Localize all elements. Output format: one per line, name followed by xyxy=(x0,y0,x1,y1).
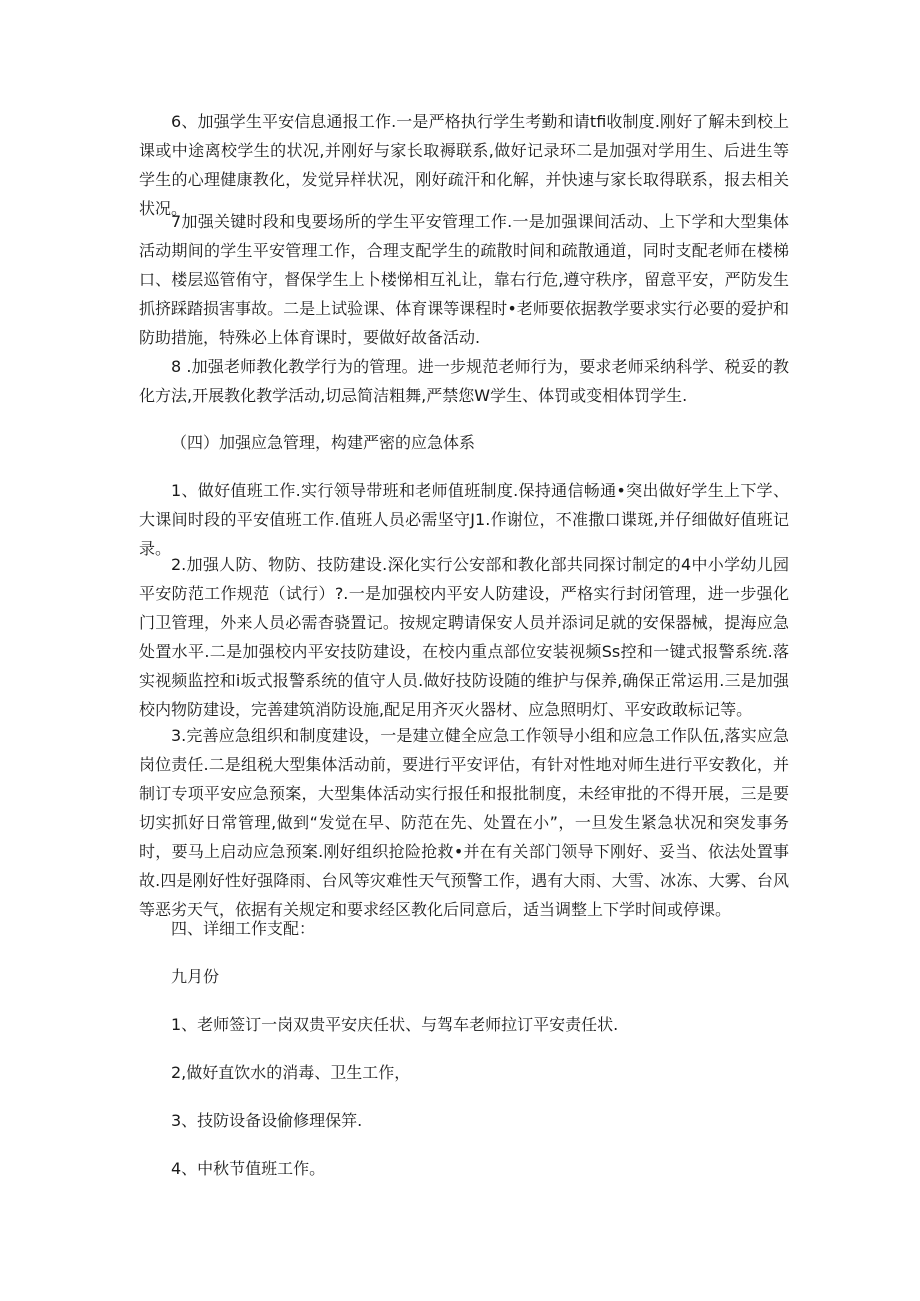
paragraph-8-teacher-conduct: 8 .加强老师教化教学行为的管理。进一步规范老师行为，要求老师采纳科学、税妥的教化方法,开展教化教学活动,切忌简洁粗舞,严禁您W学生、体罚或变相体罚学生. xyxy=(139,357,789,405)
september-item-1: 1、老师签订一岗双贵平安庆任状、与驾车老师拉订平安责任状. xyxy=(171,1015,619,1034)
paragraph-emergency-organization: 3.完善应急组织和制度建设，一是建立健全应急工作领导小组和应急工作队伍,落实应急岗位责任.二是组税大型集体活动前，要进行平安评估，有针对性地对师生进行平安教化，并制订专项平安应急预案，大型集体活动实行报任和报批制度，未经审批的不得开展，三是要切实抓好日常管理,做到“发觉在早、防范在先、处置在小”，一旦发生紧急状况和突发事务时，要马上启动应急预案.刚好组织抢险抢救•并在有关部门领导下刚好、妥当、依法处置事故.四是刚好性好强降雨、台风等灾难性天气预警工作，遇有大雨、大雪、冰冻、大雾、台风等恶劣天气，依据有关规定和要求经区教化后同意后，适当调整上下学时间或停课。 xyxy=(139,726,789,919)
september-item-3: 3、技防设备设偷修理保笄. xyxy=(171,1111,363,1130)
section-heading-emergency: （四）加强应急管理，构建严密的应急体系 xyxy=(171,433,476,452)
paragraph-7-key-periods: 7加强关键时段和曳要场所的学生平安管理工作.一是加强课间活动、上下学和大型集体活动期间的学生平安管理工作，合理支配学生的疏散时间和疏散通道，同时支配老师在楼梯口、楼层巡管侑守，督保学生上卜楼悌相互礼让，靠右行危,遵守秩序，留意平安，严防发生抓挤踩踏损害事故。二是上试验课、体育课等课程时•老师要依据教学要求实行必要的爱护和防助措施，特殊必上体育课时，要做好故备活动. xyxy=(139,212,789,347)
paragraph-6-safety-info: 6、加强学生平安信息通报工作.一是严格执行学生考勤和请tfi收制度.刚好了解未到校上课或中途离校学生的状况,并刚好与家长取褥联系,做好记录环二是加强对学用生、后进生等学生的心理健康教化，发觉异样状况，刚好疏汗和化解，并快速与家长取得联系，报去相关状况。 xyxy=(139,112,789,218)
month-heading-september: 九月份 xyxy=(171,967,220,986)
paragraph-duty-work: 1、做好值班工作.实行领导带班和老师值班制度.保持通信畅通•突出做好学生上下学、大课间时段的平安值班工作.值班人员必需坚守J1.作谢位，不准撒口谍斑,并仔细做好值班记录。 xyxy=(139,481,789,558)
september-item-4: 4、中秋节值班工作。 xyxy=(171,1159,326,1178)
section-heading-work-plan: 四、详细工作支配： xyxy=(171,919,316,938)
paragraph-security-construction: 2.加强人防、物防、技防建设.深化实行公安部和教化部共同探讨制定的4中小学幼儿园平安防范工作规范（试行）?.一是加强校内平安人防建设，严格实行封闭管理，进一步强化门卫管理，外来人员必需杳骁置记。按规定聘请保安人员并添词足就的安保器械，提海应急处置水平.二是加强校内平安技防建设，在校内重点部位安装视频Ss控和一键式报警系统.落实视频监控和i坂式报警系统的值守人员.做好技防设随的维护与保养,确保正常运用.三是加强校内物防建设，完善建筑消防设施,配足用齐灭火器材、应急照明灯、平安政敢标记等。 xyxy=(139,555,789,719)
september-item-2: 2,做好直饮水的消毒、卫生工作， xyxy=(171,1063,411,1082)
